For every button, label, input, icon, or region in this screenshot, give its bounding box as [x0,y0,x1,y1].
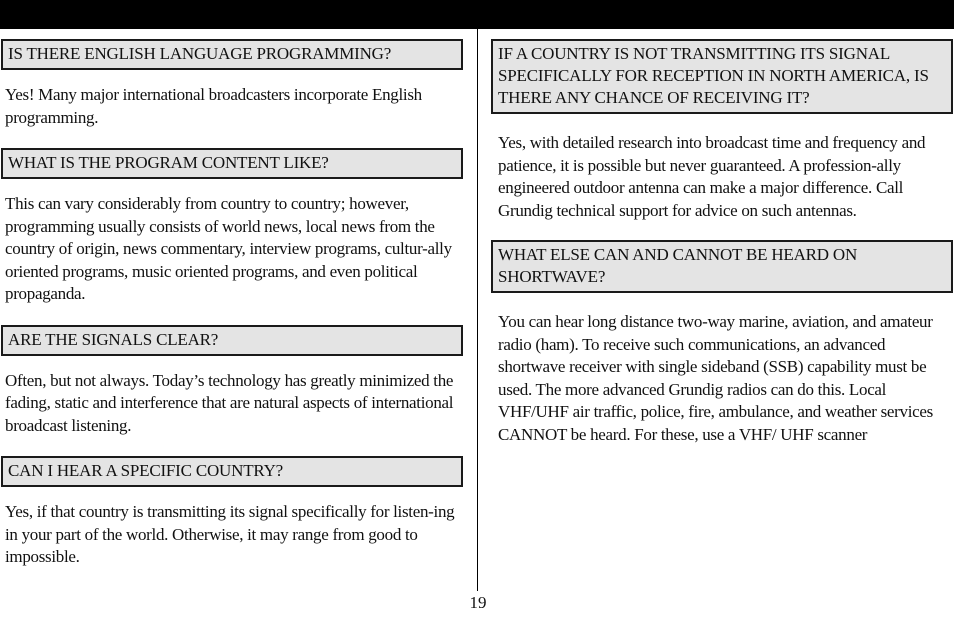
left-column [1,39,463,588]
faq-english-programming [1,39,463,129]
faq-question-box: ARE THE SIGNALS CLEAR? [1,325,463,356]
column-divider [477,29,478,591]
right-column [491,39,953,464]
header-bar [0,0,954,29]
faq-question-box: WHAT IS THE PROGRAM CONTENT LIKE? [1,148,463,179]
faq-answer: Yes, with detailed research into broadcast time and frequency and patience, it is possible but never guaranteed. A profession-ally engineered outdoor antenna can make a major difference. Call Grundig technical support for advice on such antennas. [498,133,926,220]
faq-signals-clear [1,325,463,438]
faq-answer: This can vary considerably from country to country; however, programming usually consists of world news, local news from the country of origin, news commentary, interview programs, cultur-ally oriented programs, music oriented programs, and even political propaganda. [5,194,452,303]
faq-what-else-heard [491,240,953,446]
faq-answer: Yes! Many major international broadcasters incorporate English programming. [5,85,422,127]
faq-answer: Yes, if that country is transmitting its signal specifically for listen-ing in your part of the world. Otherwise, it may range from good to impossible. [5,502,455,566]
faq-question-box: IF A COUNTRY IS NOT TRANSMITTING ITS SIGNAL SPECIFICALLY FOR RECEPTION IN NORTH AMERICA, IS THERE ANY CHANCE OF RECEIVING IT? [491,39,953,114]
faq-answer: Often, but not always. Today’s technology has greatly minimized the fading, static and interference that are natural aspects of international broadcast listening. [5,370,454,435]
faq-answer: You can hear long distance two-way marine, aviation, and amateur radio (ham). To receive such communications, an advanced shortwave receiver with single sideband (SSB) capability must be used. The more advanced Grundig radios can do this. Local VHF/UHF air traffic, police, fire, ambulance, and weather services CANNOT be heard. For these, use a VHF/ UHF scanner [498,312,933,444]
faq-specific-country [1,456,463,569]
page-number: 19 [469,593,487,612]
faq-question-box: CAN I HEAR A SPECIFIC COUNTRY? [1,456,463,487]
faq-question-box: IS THERE ENGLISH LANGUAGE PROGRAMMING? [1,39,463,70]
faq-non-targeted-signal [491,39,953,222]
faq-program-content [1,148,463,306]
faq-question-box: WHAT ELSE CAN AND CANNOT BE HEARD ON SHORTWAVE? [491,240,953,293]
